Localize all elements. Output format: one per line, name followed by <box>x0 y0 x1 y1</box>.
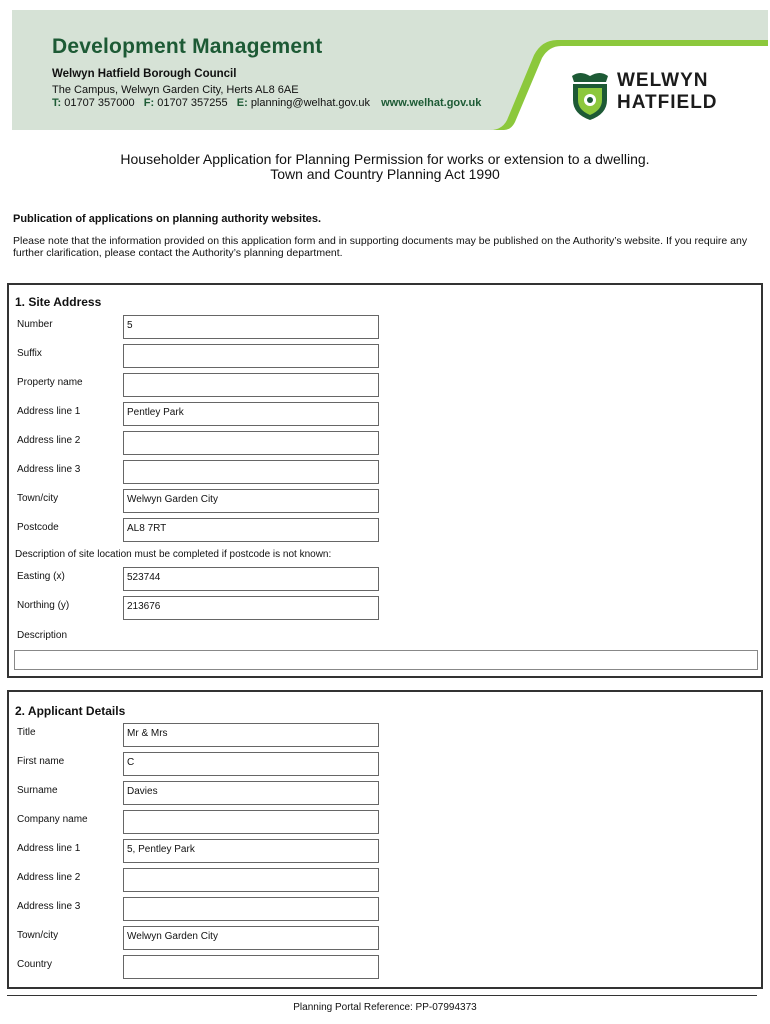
phone-key: T: <box>52 97 62 109</box>
website-link[interactable]: www.welhat.gov.uk <box>381 97 482 109</box>
description-field[interactable] <box>14 650 758 670</box>
portal-reference: Planning Portal Reference: PP-07994373 <box>293 1002 477 1013</box>
town-field[interactable]: Welwyn Garden City <box>123 489 379 513</box>
address-line-3-field[interactable] <box>123 460 379 484</box>
section-heading: 2. Applicant Details <box>15 704 126 718</box>
country-field[interactable] <box>123 955 379 979</box>
field-label: Town/city <box>17 930 59 941</box>
address-line-1-field[interactable]: Pentley Park <box>123 402 379 426</box>
postcode-field[interactable]: AL8 7RT <box>123 518 379 542</box>
field-label: Town/city <box>17 493 59 504</box>
publication-text: Please note that the information provided on this application form and in supporting documents may be published on the Authority’s website. If you require any further clarification, please contact the Authority’s planning department. <box>13 235 748 259</box>
council-name: Welwyn Hatfield Borough Council <box>52 68 237 80</box>
field-label: Address line 3 <box>17 901 81 912</box>
fax-key: F: <box>143 97 155 109</box>
footer-divider <box>7 995 757 996</box>
contact-line <box>52 97 481 109</box>
property-name-field[interactable] <box>123 373 379 397</box>
site-address-section <box>7 283 763 678</box>
department-title: Development Management <box>52 35 323 58</box>
field-label: Title <box>17 727 36 738</box>
field-label: Address line 2 <box>17 435 81 446</box>
field-label: Northing (y) <box>17 600 70 611</box>
applicant-details-section <box>7 690 763 989</box>
field-label: Address line 3 <box>17 464 81 475</box>
title-field[interactable]: Mr & Mrs <box>123 723 379 747</box>
field-label: Easting (x) <box>17 571 65 582</box>
header-banner <box>12 10 768 130</box>
company-name-field[interactable] <box>123 810 379 834</box>
field-label: Address line 2 <box>17 872 81 883</box>
section-heading: 1. Site Address <box>15 295 102 309</box>
address-line-2-field[interactable] <box>123 868 379 892</box>
welwyn-hatfield-logo <box>570 70 770 130</box>
field-label: Country <box>17 959 53 970</box>
town-field[interactable]: Welwyn Garden City <box>123 926 379 950</box>
field-label: First name <box>17 756 65 767</box>
council-address: The Campus, Welwyn Garden City, Herts AL8 6AE <box>52 84 299 96</box>
surname-field[interactable]: Davies <box>123 781 379 805</box>
field-label: Suffix <box>17 348 42 359</box>
form-title-line-2: Town and Country Planning Act 1990 <box>270 166 500 182</box>
address-line-1-field[interactable]: 5, Pentley Park <box>123 839 379 863</box>
email-key: E: <box>236 97 248 109</box>
address-line-3-field[interactable] <box>123 897 379 921</box>
form-title-line-1: Householder Application for Planning Permission for works or extension to a dwelling. <box>120 151 650 167</box>
suffix-field[interactable] <box>123 344 379 368</box>
easting-field[interactable]: 523744 <box>123 567 379 591</box>
fax-number: 01707 357255 <box>157 97 228 109</box>
field-label: Address line 1 <box>17 843 81 854</box>
field-label: Postcode <box>17 522 59 533</box>
email-link[interactable]: planning@welhat.gov.uk <box>250 97 371 109</box>
publication-heading: Publication of applications on planning authority websites. <box>13 213 322 225</box>
field-label: Property name <box>17 377 83 388</box>
field-label: Number <box>17 319 53 330</box>
number-field[interactable]: 5 <box>123 315 379 339</box>
northing-field[interactable]: 213676 <box>123 596 379 620</box>
first-name-field[interactable]: C <box>123 752 379 776</box>
field-label: Company name <box>17 814 88 825</box>
location-note: Description of site location must be completed if postcode is not known: <box>15 549 332 560</box>
address-line-2-field[interactable] <box>123 431 379 455</box>
field-label: Surname <box>17 785 58 796</box>
logo-line-1: WELWYN <box>617 70 709 91</box>
crest-icon <box>570 70 610 120</box>
form-title <box>0 152 770 182</box>
field-label: Address line 1 <box>17 406 81 417</box>
phone-number: 01707 357000 <box>64 97 135 109</box>
logo-line-2: HATFIELD <box>617 92 718 113</box>
logo-wordmark <box>617 70 718 114</box>
description-label: Description <box>17 630 68 641</box>
